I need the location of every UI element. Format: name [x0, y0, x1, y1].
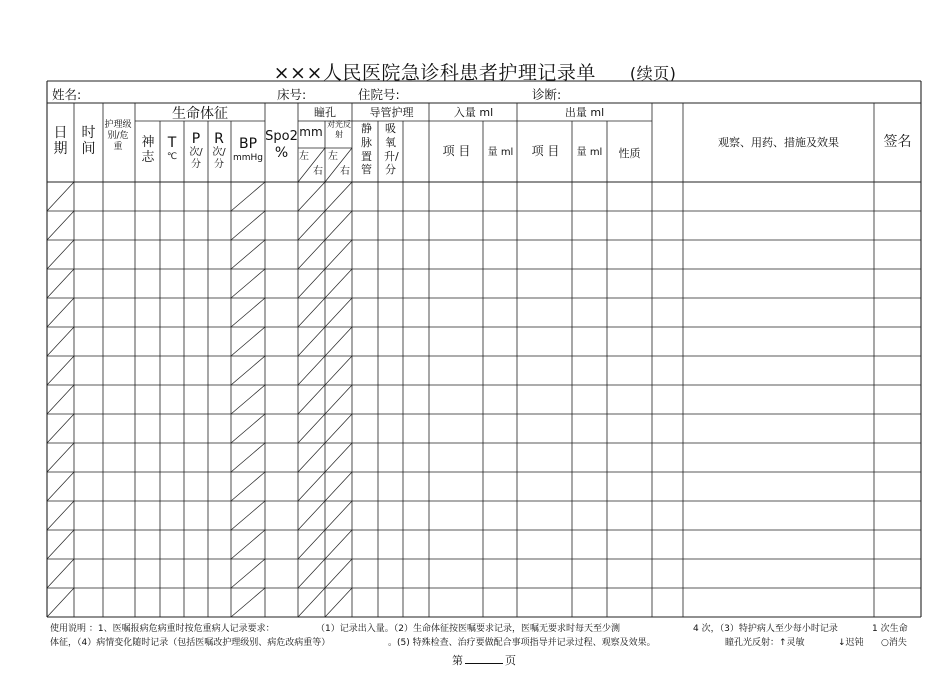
pupil-reflex-slash-6: [325, 356, 352, 385]
header-pupil-left-2: 左: [328, 151, 338, 162]
header-vital-signs: 生命体征: [172, 106, 228, 122]
header-iv-line: 静脉置管: [361, 122, 372, 177]
date-cell-slash-13: [47, 559, 74, 588]
pupil-reflex-slash-1: [325, 211, 352, 240]
header-signature: 签名: [883, 134, 912, 150]
page-prefix: 第: [452, 654, 463, 667]
header-pulse-unit: 次/分: [189, 147, 203, 170]
page-suffix: 页: [505, 654, 516, 667]
date-cell-slash-0: [47, 182, 74, 211]
header-pulse: P: [191, 131, 201, 147]
header-pupil-reflex: 对光反射: [327, 120, 351, 139]
header-output-item: 项 目: [531, 144, 560, 158]
header-temperature-unit: ℃: [166, 152, 178, 162]
pupil-reflex-slash-2: [325, 240, 352, 269]
header-intake-item: 项 目: [442, 144, 471, 158]
pupil-mm-slash-0: [298, 182, 325, 211]
pupil-reflex-slash-14: [325, 588, 352, 617]
bp-cell-slash-9: [231, 443, 265, 472]
bp-cell-slash-10: [231, 472, 265, 501]
bp-cell-slash-6: [231, 356, 265, 385]
header-intake: 入量 ml: [453, 106, 494, 119]
pupil-reflex-slash-0: [325, 182, 352, 211]
page-number: [452, 652, 516, 668]
header-observation: 观察、用药、措施及效果: [718, 136, 839, 149]
header-output-nature: 性质: [618, 147, 641, 160]
pupil-mm-slash-2: [298, 240, 325, 269]
bp-cell-slash-4: [231, 298, 265, 327]
bp-cell-slash-0: [231, 182, 265, 211]
date-cell-slash-2: [47, 240, 74, 269]
header-time: 时间: [81, 125, 96, 158]
pupil-mm-slash-14: [298, 588, 325, 617]
date-cell-slash-5: [47, 327, 74, 356]
header-pupil-left-1: 左: [299, 151, 309, 162]
date-cell-slash-9: [47, 443, 74, 472]
pupil-reflex-slash-3: [325, 269, 352, 298]
pupil-mm-slash-13: [298, 559, 325, 588]
pupil-reflex-slash-7: [325, 385, 352, 414]
pupil-mm-slash-11: [298, 501, 325, 530]
notes-line1-a: 使用说明 ：1、医嘱报病危病重时按危重病人记录要求：: [50, 624, 275, 634]
pupil-mm-slash-1: [298, 211, 325, 240]
header-date: 日期: [53, 125, 68, 158]
pupil-mm-slash-8: [298, 414, 325, 443]
bp-cell-slash-14: [231, 588, 265, 617]
notes-line1-c: 4 次，（3）特护病人至少每小时记录: [693, 624, 838, 634]
header-intake-amount: 量 ml: [487, 147, 514, 158]
notes-line1-b: （1）记录出入量。（2）生命体征按医嘱要求记录，医嘱无要求时每天至少测: [316, 624, 620, 634]
admission-label: 住院号:: [358, 87, 400, 102]
diagnosis-label: 诊断:: [532, 87, 562, 102]
bp-cell-slash-7: [231, 385, 265, 414]
header-tube-care: 导管护理: [369, 106, 414, 119]
bp-cell-slash-11: [231, 501, 265, 530]
pupil-reflex-slash-5: [325, 327, 352, 356]
pupil-mm-slash-10: [298, 472, 325, 501]
bp-cell-slash-13: [231, 559, 265, 588]
date-cell-slash-14: [47, 588, 74, 617]
date-cell-slash-3: [47, 269, 74, 298]
header-oxygen: 吸氧升/分: [384, 122, 399, 177]
pupil-reflex-slash-4: [325, 298, 352, 327]
header-temperature: T: [167, 135, 177, 151]
pupil-mm-slash-9: [298, 443, 325, 472]
header-respiration: R: [214, 131, 224, 147]
pupil-reflex-slash-9: [325, 443, 352, 472]
pupil-mm-slash-7: [298, 385, 325, 414]
pupil-reflex-slash-11: [325, 501, 352, 530]
bp-cell-slash-1: [231, 211, 265, 240]
pupil-reflex-slash-8: [325, 414, 352, 443]
pupil-mm-slash-5: [298, 327, 325, 356]
date-cell-slash-8: [47, 414, 74, 443]
pupil-mm-slash-3: [298, 269, 325, 298]
date-cell-slash-10: [47, 472, 74, 501]
header-spo2: Spo2: [265, 129, 298, 144]
bp-cell-slash-8: [231, 414, 265, 443]
header-bp: BP: [238, 136, 258, 152]
document-subtitle: (续页): [629, 64, 677, 83]
pupil-reflex-slash-13: [325, 559, 352, 588]
notes-line2-b: 。(5) 特殊检查、治疗要做配合事项指导并记录过程、观察及效果。: [388, 638, 656, 648]
bp-cell-slash-5: [231, 327, 265, 356]
header-bp-unit: mmHg: [232, 153, 263, 163]
date-cell-slash-11: [47, 501, 74, 530]
pupil-reflex-slash-10: [325, 472, 352, 501]
bed-label: 床号:: [277, 87, 307, 102]
header-respiration-unit: 次/分: [212, 147, 226, 170]
date-cell-slash-4: [47, 298, 74, 327]
header-pupil-right-1: 右: [313, 166, 323, 177]
header-consciousness: 神志: [141, 135, 155, 165]
bp-cell-slash-2: [231, 240, 265, 269]
header-pupil-right-2: 右: [340, 166, 350, 177]
document-title: ×××人民医院急诊科患者护理记录单: [273, 62, 596, 84]
name-label: 姓名:: [52, 87, 82, 102]
page-number-blank[interactable]: [465, 654, 503, 664]
bp-cell-slash-12: [231, 530, 265, 559]
header-output: 出量 ml: [564, 106, 605, 119]
pupil-mm-slash-12: [298, 530, 325, 559]
pupil-mm-slash-4: [298, 298, 325, 327]
notes-line2-d: ↓迟钝: [838, 638, 864, 648]
notes-line1-d: 1 次生命: [872, 624, 908, 634]
date-cell-slash-7: [47, 385, 74, 414]
date-cell-slash-1: [47, 211, 74, 240]
header-pupil-mm: mm: [299, 125, 323, 139]
date-cell-slash-12: [47, 530, 74, 559]
date-cell-slash-6: [47, 356, 74, 385]
header-spo2-unit: %: [274, 145, 289, 161]
pupil-reflex-slash-12: [325, 530, 352, 559]
header-pupil: 瞳孔: [314, 106, 336, 119]
notes-line2-e: ○消失: [881, 638, 907, 648]
notes-line2-c: 瞳孔光反射：↑灵敏: [725, 638, 805, 648]
bp-cell-slash-3: [231, 269, 265, 298]
header-output-amount: 量 ml: [576, 147, 603, 158]
notes-line2-a: 体征，（4）病情变化随时记录（包括医嘱改护理级别、病危改病重等）: [50, 638, 331, 648]
header-nursing-level: 护理级别/危重: [104, 120, 132, 152]
pupil-mm-slash-6: [298, 356, 325, 385]
